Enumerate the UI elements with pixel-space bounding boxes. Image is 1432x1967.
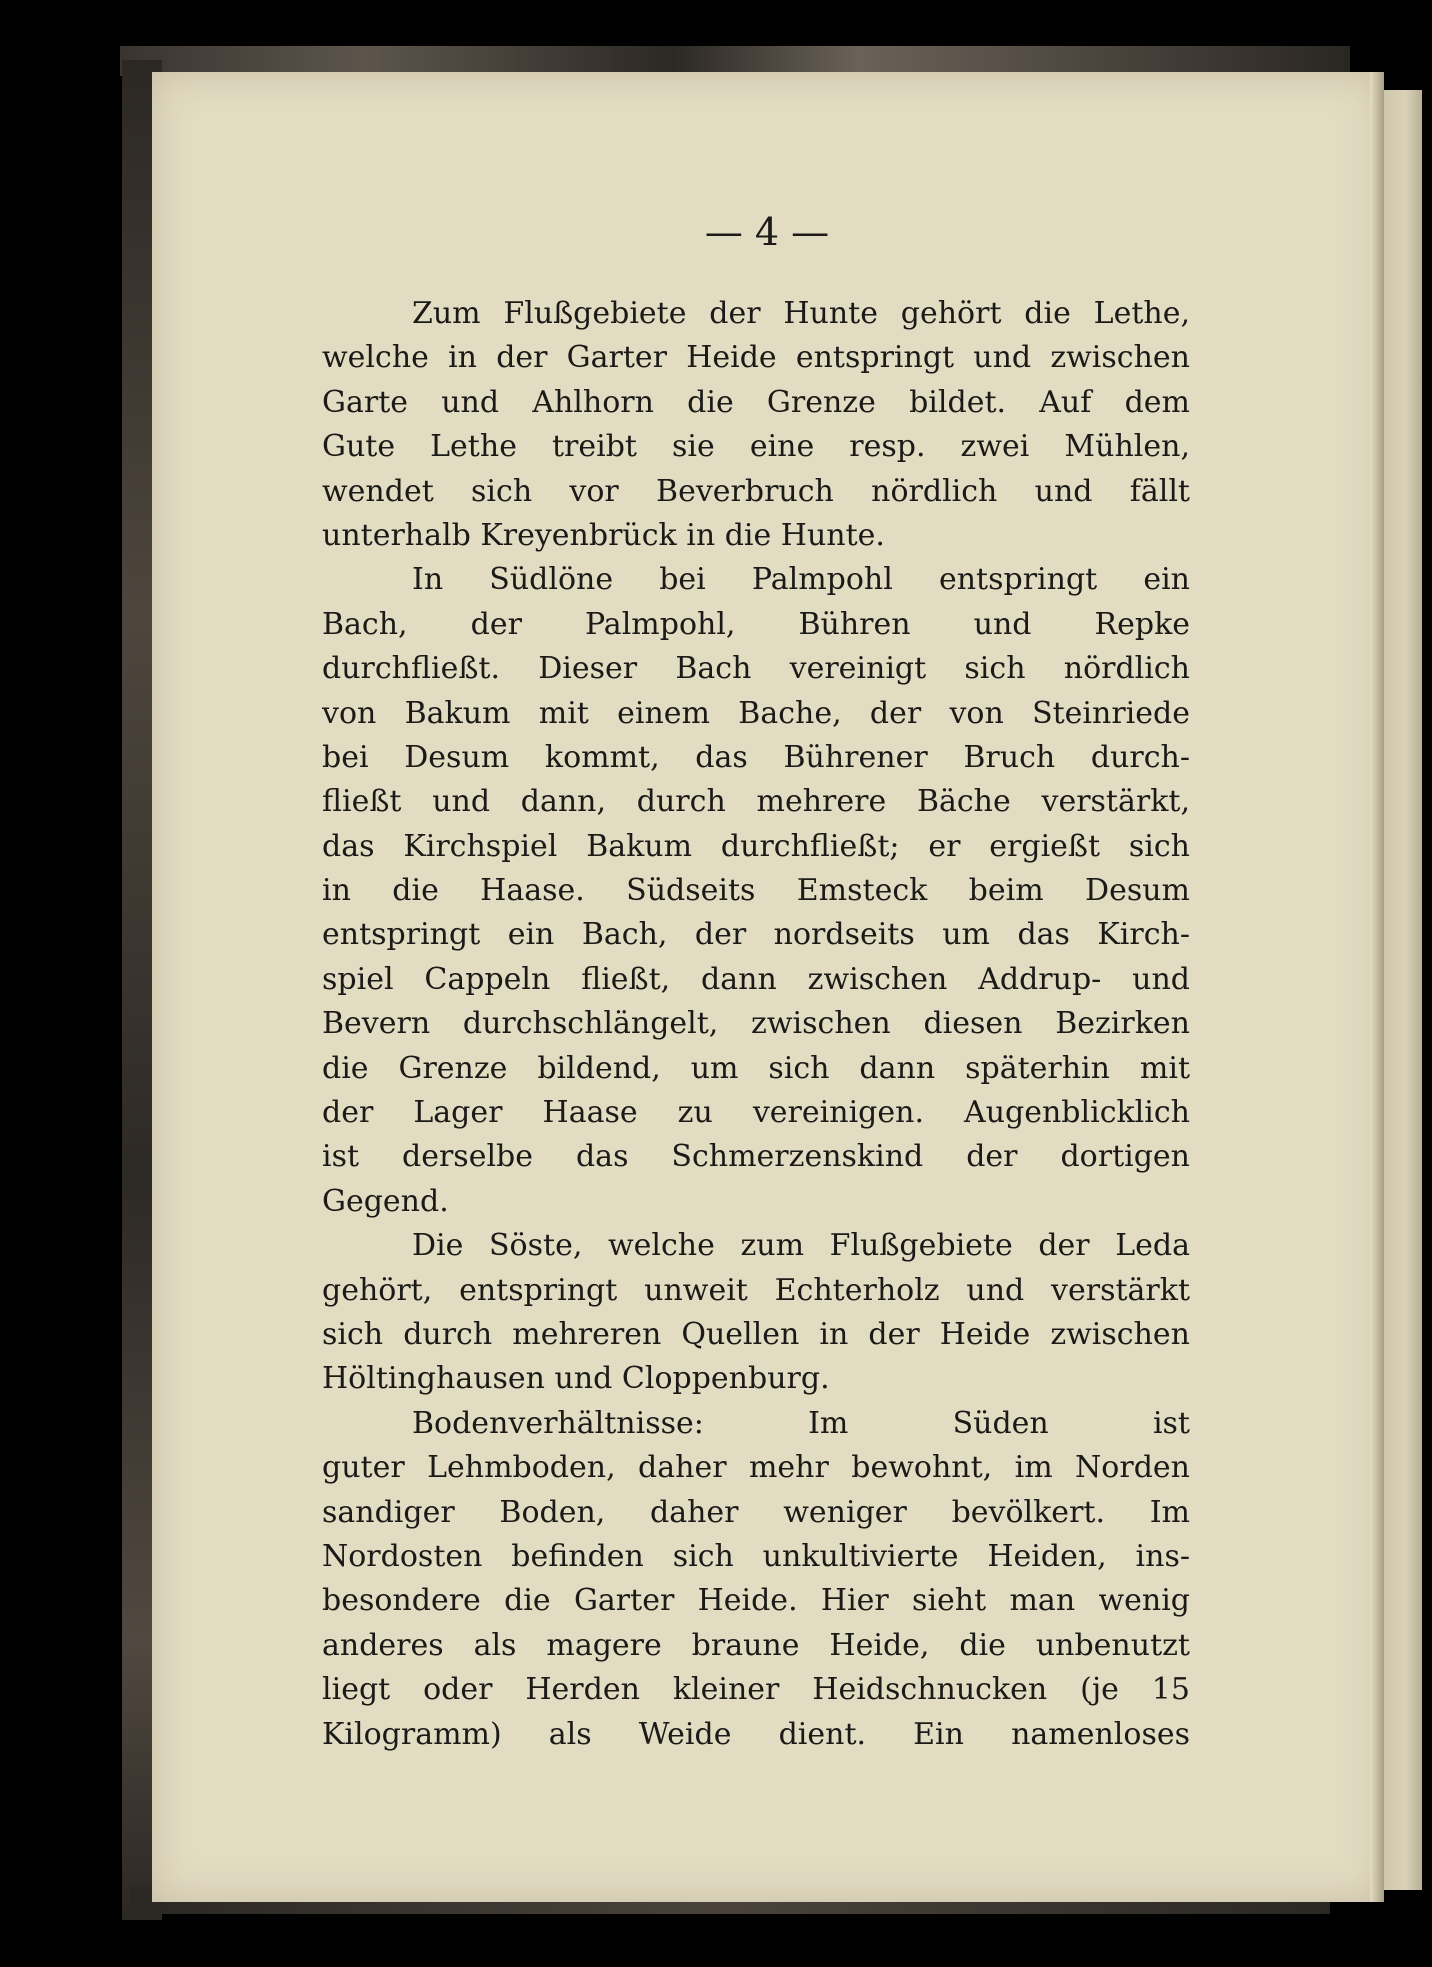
text-line: Bevern durchschlängelt, zwischen diesen Bezirken [322, 1006, 1190, 1042]
facing-page-edge [1382, 90, 1422, 1890]
page-number: — 4 — [704, 210, 830, 254]
text-line: Garte und Ahlhorn die Grenze bildet. Auf dem [322, 384, 1190, 420]
text-line: Kilogramm) als Weide dient. Ein namenloses [322, 1716, 1190, 1752]
text-line: durchfließt. Dieser Bach vereinigt sich nördlich [322, 651, 1190, 687]
text-line: in die Haase. Südseits Emsteck beim Desum [322, 873, 1190, 909]
text-line: Gute Lethe treibt sie eine resp. zwei Mühlen, [322, 429, 1190, 465]
text-line: Gegend. [322, 1183, 449, 1219]
text-line: Höltinghausen und Cloppenburg. [322, 1361, 830, 1397]
text-line: unterhalb Kreyenbrück in die Hunte. [322, 517, 885, 553]
text-line: guter Lehmboden, daher mehr bewohnt, im Norden [322, 1450, 1190, 1486]
text-line: gehört, entspringt unweit Echterholz und verstärkt [322, 1272, 1190, 1308]
text-line: sich durch mehreren Quellen in der Heide zwischen [322, 1316, 1190, 1352]
text-line: welche in der Garter Heide entspringt und zwischen [322, 340, 1190, 376]
text-line: der Lager Haase zu vereinigen. Augenblicklich [322, 1095, 1190, 1131]
text-line: Zum Flußgebiete der Hunte gehört die Lethe, [412, 296, 1190, 331]
text-line: spiel Cappeln fließt, dann zwischen Addrup- und [322, 961, 1190, 997]
text-line: Nordosten befinden sich unkultivierte Heiden, ins- [322, 1538, 1190, 1574]
text-line: In Südlöne bei Palmpohl entspringt ein [412, 562, 1190, 598]
text-line: bei Desum kommt, das Bührener Bruch durch- [322, 739, 1190, 775]
text-line: von Bakum mit einem Bache, der von Steinriede [322, 695, 1190, 731]
text-line: Bach, der Palmpohl, Bühren und Repke [322, 606, 1190, 642]
text-line: anderes als magere braune Heide, die unbenutzt [322, 1627, 1190, 1663]
text-line: Bodenverhältnisse: Im Süden ist [412, 1405, 1190, 1441]
text-line: fließt und dann, durch mehrere Bäche verstärkt, [322, 784, 1190, 820]
text-line: das Kirchspiel Bakum durchfließt; er ergießt sich [322, 828, 1190, 864]
body-text [322, 292, 1190, 1757]
text-line: liegt oder Herden kleiner Heidschnucken (je 15 [322, 1672, 1190, 1708]
text-line: wendet sich vor Beverbruch nördlich und fällt [322, 473, 1190, 509]
text-line: besondere die Garter Heide. Hier sieht man wenig [322, 1583, 1190, 1619]
text-line: entspringt ein Bach, der nordseits um das Kirch- [322, 917, 1190, 953]
text-line: sandiger Boden, daher weniger bevölkert. Im [322, 1494, 1190, 1530]
text-line: Die Söste, welche zum Flußgebiete der Leda [412, 1228, 1190, 1264]
page-gutter [1370, 72, 1384, 1902]
text-line: ist derselbe das Schmerzenskind der dortigen [322, 1139, 1190, 1175]
text-line: die Grenze bildend, um sich dann späterhin mit [322, 1050, 1190, 1086]
